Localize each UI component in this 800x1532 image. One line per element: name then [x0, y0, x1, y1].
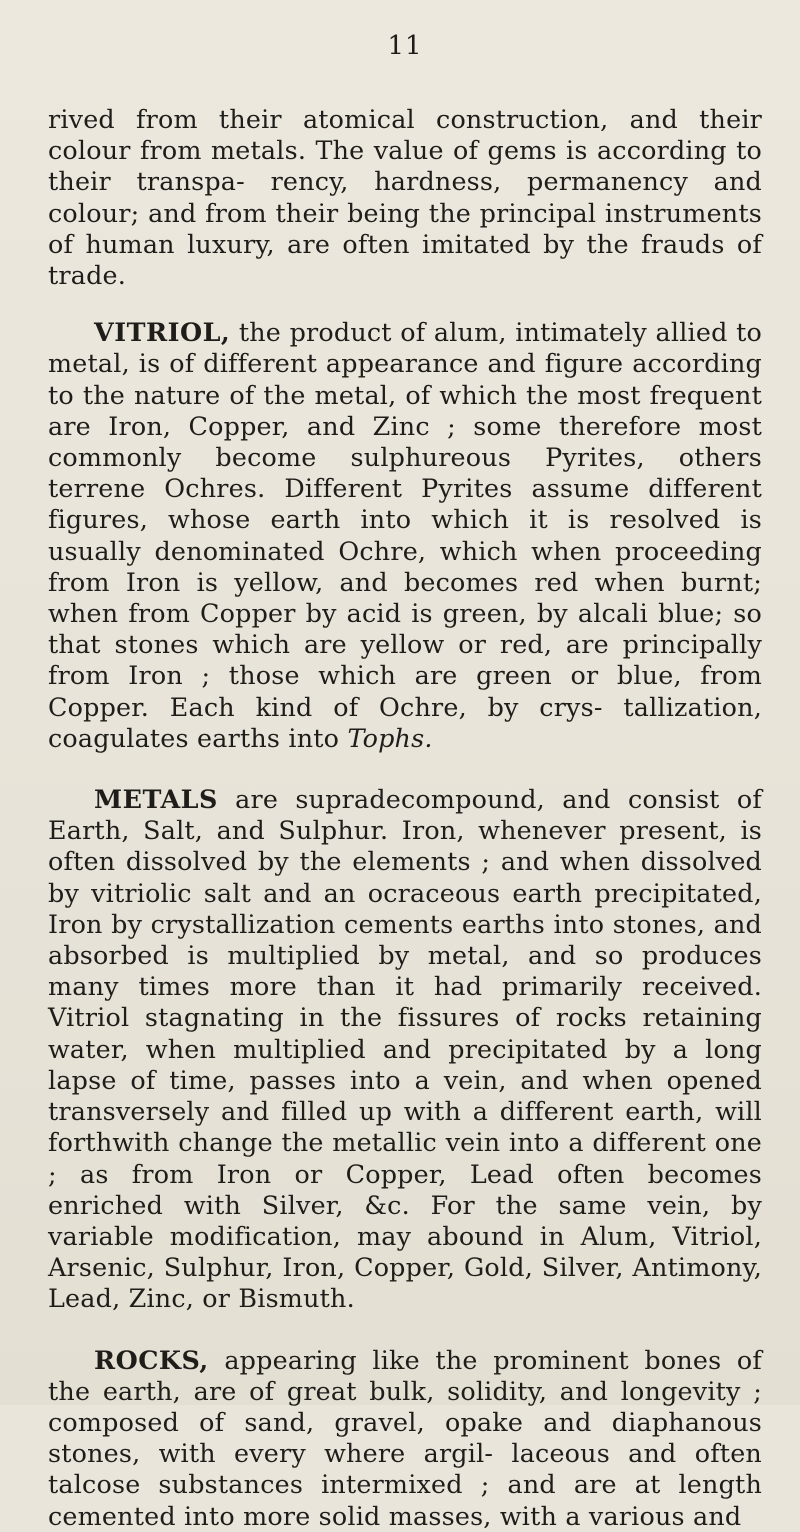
paragraph-text: appearing like the prominent bones of the earth, are of great bulk, solidity, and longevity ; composed of sand, gravel, opake and diaphanous stones, with every where argil- laceous and often talcose substances intermixed ; and are at length cemented into more solid masses, with a various and [48, 1344, 762, 1531]
paragraph-text: the product of alum, intimately allied to metal, is of different appearance and figure according to the nature of the metal, of which the most frequent are Iron, Copper, and Zinc ; some therefore most commonly become sulphureous Pyrites, others terrene Ochres. Different Pyrites assume different figures, whose earth into which it is resolved is usually denominated Ochre, which when proceeding from Iron is yellow, and becomes red when burnt; when from Copper by acid is green, by alcali blue; so that stones which are yellow or red, are principally from Iron ; those which are green or blue, from Copper. Each kind of Ochre, by crys- tallization, coagulates earths into [48, 317, 762, 753]
section-heading-vitriol: VITRIOL, [94, 317, 231, 348]
paragraph-text: rived from their atomical construction, and their colour from metals. The value of gems is according to their transpa- rency, hardness, permanency and colour; and from their being the principal instruments of human luxury, are often imitated by the frauds of trade. [48, 104, 762, 291]
paragraph-metals [48, 784, 762, 1314]
paragraph-text: are supradecompound, and consist of Earth, Salt, and Sulphur. Iron, whenever present, is often dissolved by the elements ; and when dissolved by vitriolic salt and an ocraceous earth precipitated, Iron by crystallization cements earths into stones, and absorbed is multiplied by metal, and so produces many times more than it had primarily received. Vitriol stagnating in the fissures of rocks retaining water, when multiplied and precipitated by a long lapse of time, passes into a vein, and when opened transversely and filled up with a different earth, will forthwith change the metallic vein into a different one ; as from Iron or Copper, Lead often becomes enriched with Silver, &c. For the same vein, by variable modification, may abound in Alum, Vitriol, Arsenic, Sulphur, Iron, Copper, Gold, Silver, Antimony, Lead, Zinc, or Bismuth. [48, 784, 762, 1314]
paragraph-vitriol [48, 317, 762, 754]
paragraph-rocks [48, 1345, 762, 1532]
italic-term: Tophs. [347, 722, 433, 753]
section-heading-metals: METALS [94, 784, 218, 815]
page-number: 11 [387, 31, 423, 61]
paragraph-gems-continued [48, 104, 762, 291]
section-heading-rocks: ROCKS, [94, 1344, 209, 1375]
